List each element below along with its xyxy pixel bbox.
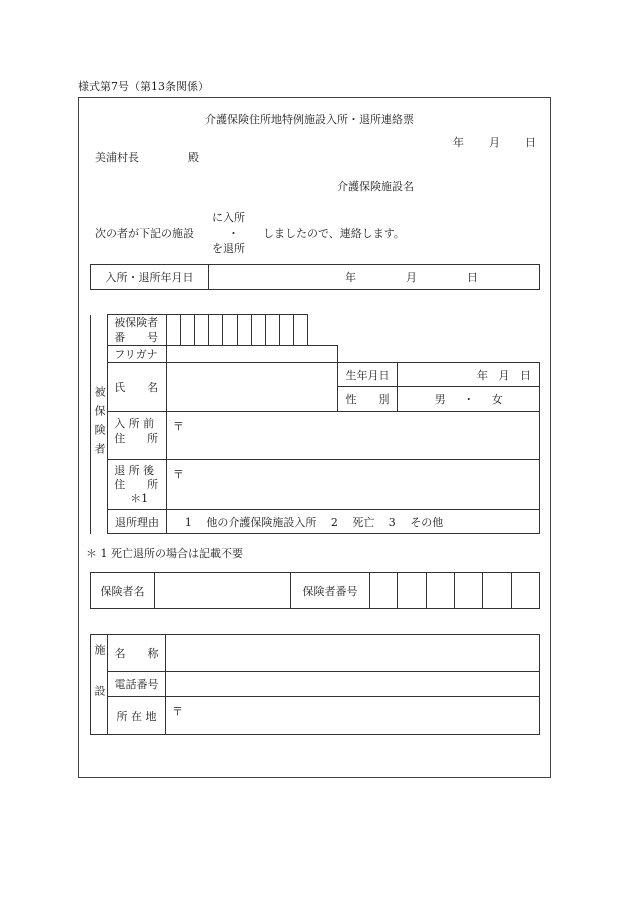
insurer-name-label: 保険者名 xyxy=(91,573,155,609)
name-field[interactable] xyxy=(166,363,337,412)
form-title: 介護保険住所地特例施設入所・退所連絡票 xyxy=(205,113,414,126)
move-date-year: 年 xyxy=(345,271,356,284)
insurer-table xyxy=(90,572,540,609)
insured-number-label-line1: 被保険者 xyxy=(114,316,159,329)
move-date-value[interactable] xyxy=(209,265,540,290)
sex-female: 女 xyxy=(491,393,503,406)
insured-number-digit[interactable] xyxy=(195,315,209,346)
insured-number-digit[interactable] xyxy=(237,315,251,346)
insured-number-digit[interactable] xyxy=(294,315,308,346)
form-id: 様式第7号（第13条関係） xyxy=(78,80,209,93)
prev-address-field[interactable] xyxy=(166,412,539,460)
after-address-label-line2: 住 所 xyxy=(114,478,159,491)
insurer-number-label: 保険者番号 xyxy=(291,573,370,609)
facility-table xyxy=(90,634,540,735)
facility-address-field[interactable] xyxy=(166,697,540,735)
insured-number-digit[interactable] xyxy=(223,315,237,346)
move-date-day: 日 xyxy=(467,271,478,284)
facility-name-label: 介護保険施設名 xyxy=(337,180,414,193)
sex-male: 男 xyxy=(434,393,446,406)
after-address-label-line3: ＊1 xyxy=(130,492,149,505)
sex-field[interactable] xyxy=(398,387,540,412)
insured-number-digit[interactable] xyxy=(166,315,180,346)
move-date-label: 入所・退所年月日 xyxy=(91,265,209,290)
insurer-number-digit[interactable] xyxy=(398,573,426,609)
insurer-number-digit[interactable] xyxy=(511,573,539,609)
move-date-table xyxy=(90,264,540,290)
insurer-number-digit[interactable] xyxy=(483,573,511,609)
facility-phone-label: 電話番号 xyxy=(108,672,166,697)
date-day: 日 xyxy=(525,136,536,149)
zip-mark: 〒 xyxy=(172,420,184,433)
insured-number-label-line2: 番 号 xyxy=(114,331,159,344)
prev-address-label xyxy=(108,412,167,460)
insurer-number-digit[interactable] xyxy=(454,573,482,609)
footnote: ＊ 1 死亡退所の場合は記載不要 xyxy=(86,547,243,560)
notice-option-sep: ・ xyxy=(228,227,239,240)
name-label: 氏 名 xyxy=(108,363,167,412)
notice-prefix: 次の者が下記の施設 xyxy=(95,227,194,240)
addressee: 美浦村長 xyxy=(95,151,139,164)
notice-suffix: しましたので、連絡します。 xyxy=(263,227,405,240)
birth-field[interactable] xyxy=(398,363,540,387)
birth-year: 年 xyxy=(477,368,488,382)
furigana-field[interactable] xyxy=(166,346,337,363)
birth-label: 生年月日 xyxy=(337,363,398,387)
birth-month: 月 xyxy=(498,368,510,382)
insured-number-digit[interactable] xyxy=(209,315,223,346)
facility-phone-field[interactable] xyxy=(166,672,540,697)
insured-table xyxy=(90,314,540,534)
sex-label: 性 別 xyxy=(337,387,398,412)
notice-option-admit: に入所 xyxy=(212,211,245,224)
insured-number-digit[interactable] xyxy=(180,315,194,346)
blank xyxy=(337,346,539,363)
prev-address-label-line1: 入 所 前 xyxy=(114,417,155,430)
insurer-number-digit[interactable] xyxy=(370,573,398,609)
honorific: 殿 xyxy=(188,151,199,164)
furigana-label: フリガナ xyxy=(108,346,167,363)
after-address-field[interactable] xyxy=(166,460,539,510)
insured-number-digit[interactable] xyxy=(280,315,294,346)
insurer-number-digit[interactable] xyxy=(426,573,454,609)
reason-label: 退所理由 xyxy=(108,510,167,534)
insured-side-label: 被保険者 xyxy=(91,315,108,534)
facility-name-field[interactable] xyxy=(166,635,540,672)
facility-side-label: 施設 xyxy=(91,635,108,735)
sex-sep: ・ xyxy=(463,393,475,406)
date-month: 月 xyxy=(489,136,500,149)
after-address-label xyxy=(108,460,167,510)
facility-address-label: 所 在 地 xyxy=(108,697,166,735)
insured-number-label xyxy=(108,315,167,346)
zip-mark: 〒 xyxy=(172,468,184,481)
notice-option-leave: を退所 xyxy=(212,242,245,255)
zip-mark: 〒 xyxy=(172,705,183,718)
blank xyxy=(308,315,540,346)
birth-day: 日 xyxy=(520,368,531,382)
prev-address-label-line2: 住 所 xyxy=(114,432,159,445)
insured-number-digit[interactable] xyxy=(265,315,279,346)
after-address-label-line1: 退 所 後 xyxy=(114,464,155,477)
insured-number-digit[interactable] xyxy=(251,315,265,346)
move-date-month: 月 xyxy=(406,271,417,284)
date-year: 年 xyxy=(453,136,464,149)
facility-name-label: 名 称 xyxy=(108,635,166,672)
reason-options[interactable]: 1 他の介護保険施設入所 2 死亡 3 その他 xyxy=(166,510,539,534)
insurer-name-field[interactable] xyxy=(155,573,291,609)
